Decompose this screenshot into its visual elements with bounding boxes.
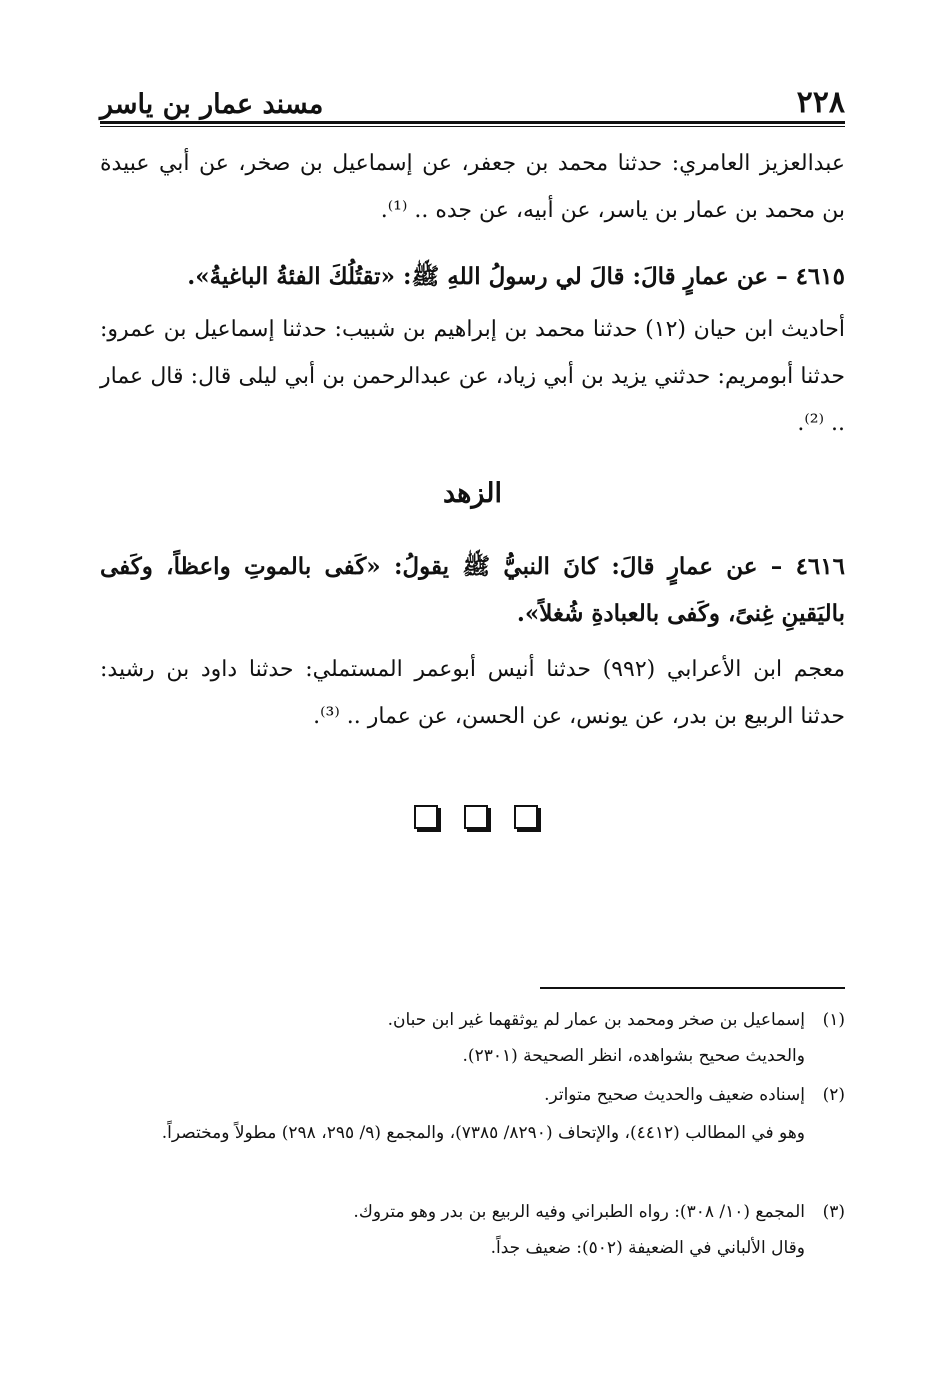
footnote-2-cont: وهو في المطالب (٤٤١٢)، والإتحاف (٨٢٩٠/ ٧٣٨٥)، والمجمع (٩/ ٢٩٥، ٢٩٨) مطولاً ومختصراً.: [161, 1123, 805, 1143]
footnote-number: (٣): [822, 1202, 845, 1222]
paragraph-source-3: معجم ابن الأعرابي (٩٩٢) حدثنا أنيس أبوعمر المستملي: حدثنا داود بن رشيد: حدثنا الربيع بن بدر، عن يونس، عن الحسن، عن عمار .. ⁽³⁾.: [100, 657, 845, 729]
footnote-separator: [540, 987, 845, 989]
page-header: [100, 80, 845, 120]
page-number: ٢٢٨: [796, 85, 845, 120]
footnote-3: [100, 1197, 845, 1227]
square-ornament-icon: [414, 805, 438, 829]
footnote-1-cont: والحديث صحيح بشواهده، انظر الصحيحة (٢٣٠١).: [462, 1046, 805, 1066]
header-rule: [100, 121, 845, 127]
hadith-4616: ٤٦١٦ – عن عمارٍ قالَ: كانَ النبيُّ ﷺ يقولُ: «كَفى بالموتِ واعظاً، وكَفى باليَقينِ غِنىً، وكَفى بالعبادةِ شُغلاً».: [100, 553, 845, 627]
section-heading: الزهد: [442, 478, 503, 509]
footnote-text: إسماعيل بن صخر ومحمد بن عمار لم يوثقهما غير ابن حبان.: [387, 1010, 805, 1030]
footnote-number: (١): [822, 1010, 845, 1030]
square-ornament-icon: [514, 805, 538, 829]
section-end-ornament: [0, 805, 952, 829]
footnote-2: [100, 1080, 845, 1110]
footnote-text: إسناده ضعيف والحديث صحيح متواتر.: [544, 1085, 805, 1105]
footnote-text: المجمع (١٠/ ٣٠٨): رواه الطبراني وفيه الربيع بن بدر وهو متروك.: [353, 1202, 805, 1222]
square-ornament-icon: [464, 805, 488, 829]
footnote-1: [100, 1005, 845, 1035]
paragraph-source-1: عبدالعزيز العامري: حدثنا محمد بن جعفر، عن إسماعيل بن صخر، عن أبي عبيدة بن محمد بن عمار بن ياسر، عن أبيه، عن جده .. ⁽¹⁾.: [100, 151, 845, 223]
footnote-3-cont: وقال الألباني في الضعيفة (٥٠٢): ضعيف جداً.: [490, 1238, 805, 1258]
running-title: مسند عمار بن ياسر: [100, 89, 324, 120]
footnote-number: (٢): [822, 1085, 845, 1105]
paragraph-source-2: أحاديث ابن حيان (١٢) حدثنا محمد بن إبراهيم بن شبيب: حدثنا إسماعيل بن عمرو: حدثنا أبومريم: حدثني يزيد بن أبي زياد، عن عبدالرحمن بن أبي ليلى قال: قال عمار .. ⁽²⁾.: [100, 317, 845, 436]
hadith-4615: ٤٦١٥ – عن عمارٍ قالَ: قالَ لي رسولُ اللهِ ﷺ: «تقتُلُكَ الفئةُ الباغيةُ».: [187, 263, 845, 290]
